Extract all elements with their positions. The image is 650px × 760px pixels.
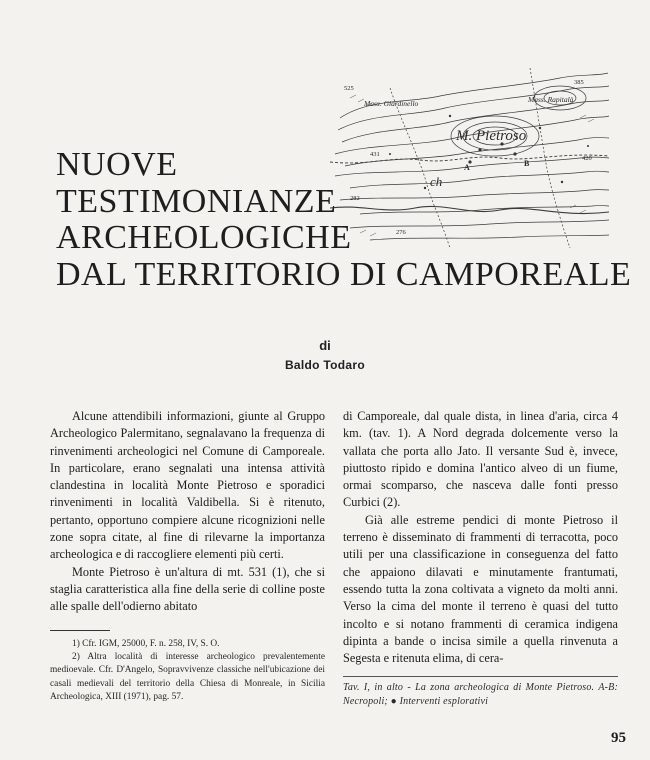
title-line-2: TESTIMONIANZE <box>56 182 337 220</box>
body-paragraph: di Camporeale, dal quale dista, in linea d'aria, circa 4 km. (tav. 1). A Nord degrada dolcemente verso la vallata che porta allo Jato. Il versante Sud è, invece, piuttosto ripido e domina l'antico alveo di un fiume, ormai scomparso, che nasceva dalle fonti presso Curbici (2). <box>343 409 618 510</box>
footnotes <box>50 638 325 704</box>
map-elevation-385: 385 <box>574 79 584 86</box>
page-number: 95 <box>611 730 626 746</box>
map-label-m-pietroso: M. Pietroso <box>456 128 527 144</box>
body-paragraph: Già alle estreme pendici di monte Pietroso il terreno è disseminato di frammenti di terracotta, poco utili per una classificazione in conseguenza del fatto che appaiono dilavati e minutamente frantumati, essendo tutta la zona coltivata a vigneto da molti anni. Verso la cima del monte il terreno è quasi del tutto incolto e si notano frammenti di ceramica indigena dipinta a bande o incisa simile a quella rinvenuta a Segesta e ritenuta elima, di cera- <box>343 512 618 666</box>
title-line-1: NUOVE <box>56 146 178 183</box>
text-column-right <box>343 408 618 667</box>
footnote-divider <box>50 630 110 631</box>
footnote-2: 2) Altra località di interesse archeologico prevalentemente medioevale. Cfr. D'Angelo, Sopravvivenze classiche nell'ubicazione dei casali medievali del territorio della Chiesa di Monreale, in Sicilia Archeologica, XIII (1971), pag. 57. <box>50 652 325 702</box>
byline-author: Baldo Todaro <box>284 358 366 372</box>
article-title <box>56 146 632 293</box>
map-elevation-420: 420 <box>582 155 592 162</box>
map-letter-b: B <box>524 159 530 168</box>
map-elevation-431: 431 <box>370 151 380 158</box>
caption-divider <box>343 676 618 677</box>
map-elevation-282: 282 <box>350 195 360 202</box>
map-elevation-525: 525 <box>344 85 354 92</box>
body-paragraph: Monte Pietroso è un'altura di mt. 531 (1), che si staglia caratteristica alla fine della serie di colline poste alle spalle dell'odierno abitato <box>50 564 325 614</box>
text-column-left <box>50 408 325 616</box>
footnote-1: 1) Cfr. IGM, 25000, F. n. 258, IV, S. O. <box>72 639 220 649</box>
title-line-3: ARCHEOLOGICHE <box>56 219 352 256</box>
body-paragraph: Alcune attendibili informazioni, giunte al Gruppo Archeologico Palermitano, segnalavano la frequenza di rinvenimenti archeologici nel Comune di Camporeale. In particolare, erano segnalati una intensa attività clandestina in località Monte Pietroso e sporadici rinvenimenti in località Valdibella. Si è ritenuto, pertanto, opportuno compiere alcune ricognizioni nelle zone sopra citate, al fine di rilevarne la importanza archeologica e di raccogliere elementi più certi. <box>50 409 325 562</box>
map-letter-a: A <box>464 163 470 172</box>
map-label-mass-rapitala: Mass. Rapitalà <box>528 95 574 104</box>
title-line-4: DAL TERRITORIO DI CAMPOREALE <box>56 255 632 293</box>
figure-caption: Tav. I, in alto - La zona archeologica di Monte Pietroso. A-B: Necropoli; ● Interventi esplorativi <box>343 682 618 707</box>
map-label-fragment-ch: ch <box>430 174 443 189</box>
map-label-mass-giardinello: Mass. Giardinello <box>364 99 419 108</box>
byline-di: di <box>319 338 331 353</box>
map-elevation-276: 276 <box>396 229 406 236</box>
